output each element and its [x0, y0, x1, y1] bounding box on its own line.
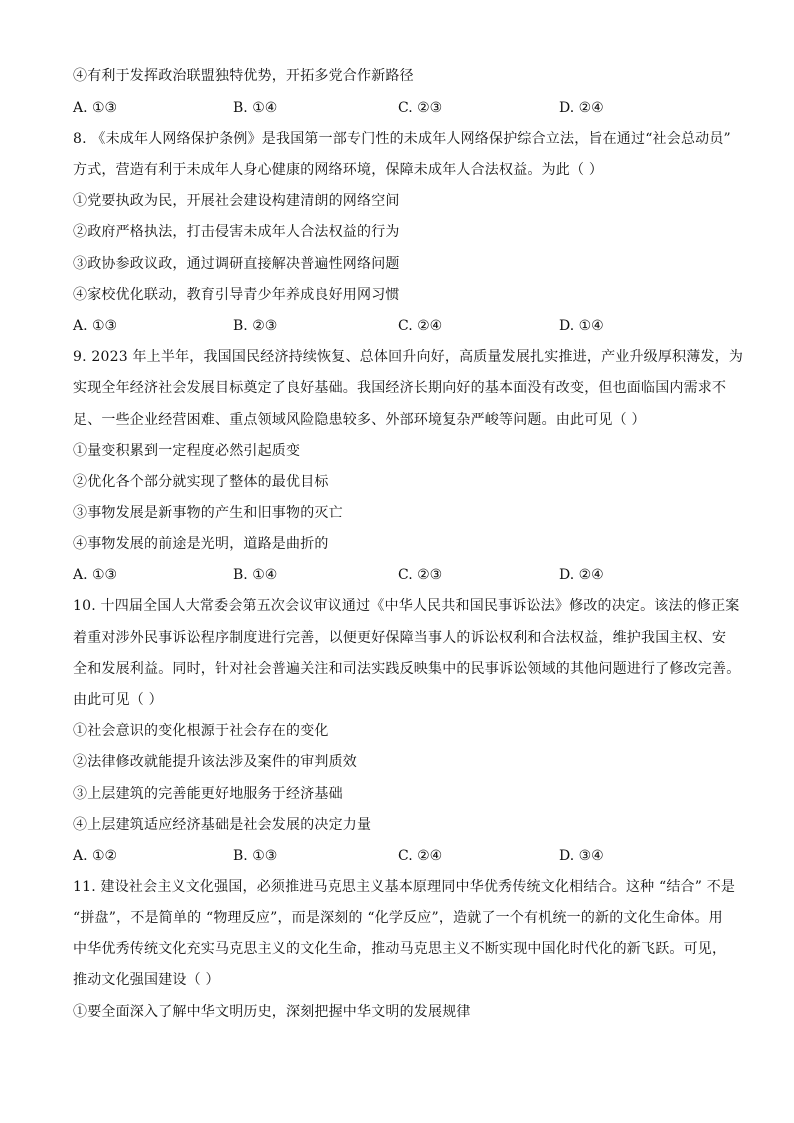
q9-options [73, 566, 733, 584]
q9-option-c: C. ②③ [398, 567, 443, 583]
q10-option-a: A. ①② [73, 848, 118, 864]
q9-statement-3: ③事物发展是新事物的产生和旧事物的灭亡 [73, 505, 343, 521]
q8-statement-4: ④家校优化联动，教育引导青少年养成良好用网习惯 [73, 287, 400, 303]
q9-stem-line: 9. 2023 年上半年，我国国民经济持续恢复、总体回升向好，高质量发展扎实推进，产业升级厚积薄发，为 [73, 349, 744, 365]
q7-option-d: D. ②④ [559, 100, 604, 116]
q9-option-b: B. ①④ [233, 567, 278, 583]
q9-statement-4: ④事物发展的前途是光明，道路是曲折的 [73, 536, 329, 552]
q10-stem-line: 全和发展利益。同时，针对社会普遍关注和司法实践反映集中的民事诉讼领域的其他问题进行了修改完善。 [73, 661, 741, 677]
q10-statement-2: ②法律修改就能提升该法涉及案件的审判质效 [73, 754, 357, 770]
q9-statement-1: ①量变积累到一定程度必然引起质变 [73, 443, 301, 459]
q10-options [73, 847, 733, 865]
q10-stem-line: 着重对涉外民事诉讼程序制度进行完善，以便更好保障当事人的诉讼权利和合法权益，维护我国主权、安 [73, 630, 727, 646]
q8-option-d: D. ①④ [559, 318, 604, 334]
q9-stem-line: 足、一些企业经营困难、重点领域风险隐患较多、外部环境复杂严峻等问题。由此可见（ ） [73, 412, 646, 428]
q10-stem-line: 10. 十四届全国人大常委会第五次会议审议通过《中华人民共和国民事诉讼法》修改的决定。该法的修正案 [73, 598, 740, 614]
q10-option-d: D. ③④ [559, 848, 604, 864]
q7-options [73, 99, 733, 117]
q7-option-a: A. ①③ [73, 100, 118, 116]
q7-statement-4: ④有利于发挥政治联盟独特优势，开拓多党合作新路径 [73, 68, 414, 84]
q8-statement-1: ①党要执政为民，开展社会建设构建清朗的网络空间 [73, 193, 400, 209]
q8-statement-2: ②政府严格执法，打击侵害未成年人合法权益的行为 [73, 224, 400, 240]
q8-option-b: B. ②③ [233, 318, 278, 334]
q10-stem-line: 由此可见（ ） [73, 692, 163, 708]
q9-option-d: D. ②④ [559, 567, 604, 583]
q11-stem-line: 11. 建设社会主义文化强国，必须推进马克思主义基本原理同中华优秀传统文化相结合。这种 “结合” 不是 [73, 879, 736, 895]
q11-statement-1: ①要全面深入了解中华文明历史，深刻把握中华文明的发展规律 [73, 1004, 471, 1020]
q8-statement-3: ③政协参政议政，通过调研直接解决普遍性网络问题 [73, 256, 400, 272]
q10-statement-4: ④上层建筑适应经济基础是社会发展的决定力量 [73, 817, 372, 833]
q8-option-c: C. ②④ [398, 318, 443, 334]
q10-statement-1: ①社会意识的变化根源于社会存在的变化 [73, 723, 329, 739]
q11-stem-line: 推动文化强国建设（ ） [73, 972, 220, 988]
q10-option-b: B. ①③ [233, 848, 278, 864]
q8-stem-line: 8. 《未成年人网络保护条例》是我国第一部专门性的未成年人网络保护综合立法，旨在通过“社会总动员” [73, 131, 731, 147]
q8-option-a: A. ①③ [73, 318, 118, 334]
q7-option-b: B. ①④ [233, 100, 278, 116]
q9-stem-line: 实现全年经济社会发展目标奠定了良好基础。我国经济长期向好的基本面没有改变，但也面临国内需求不 [73, 380, 727, 396]
q9-statement-2: ②优化各个部分就实现了整体的最优目标 [73, 474, 329, 490]
q10-option-c: C. ②④ [398, 848, 443, 864]
q11-stem-line: “拼盘”，不是简单的 “物理反应”，而是深刻的 “化学反应”，造就了一个有机统一的新的文化生命体。用 [73, 910, 723, 926]
q11-stem-line: 中华优秀传统文化充实马克思主义的文化生命，推动马克思主义不断实现中国化时代化的新飞跃。可见， [73, 941, 727, 957]
q9-option-a: A. ①③ [73, 567, 118, 583]
q8-options [73, 317, 733, 335]
q8-stem-line: 方式，营造有利于未成年人身心健康的网络环境，保障未成年人合法权益。为此（ ） [73, 162, 604, 178]
q10-statement-3: ③上层建筑的完善能更好地服务于经济基础 [73, 786, 343, 802]
q7-option-c: C. ②③ [398, 100, 443, 116]
